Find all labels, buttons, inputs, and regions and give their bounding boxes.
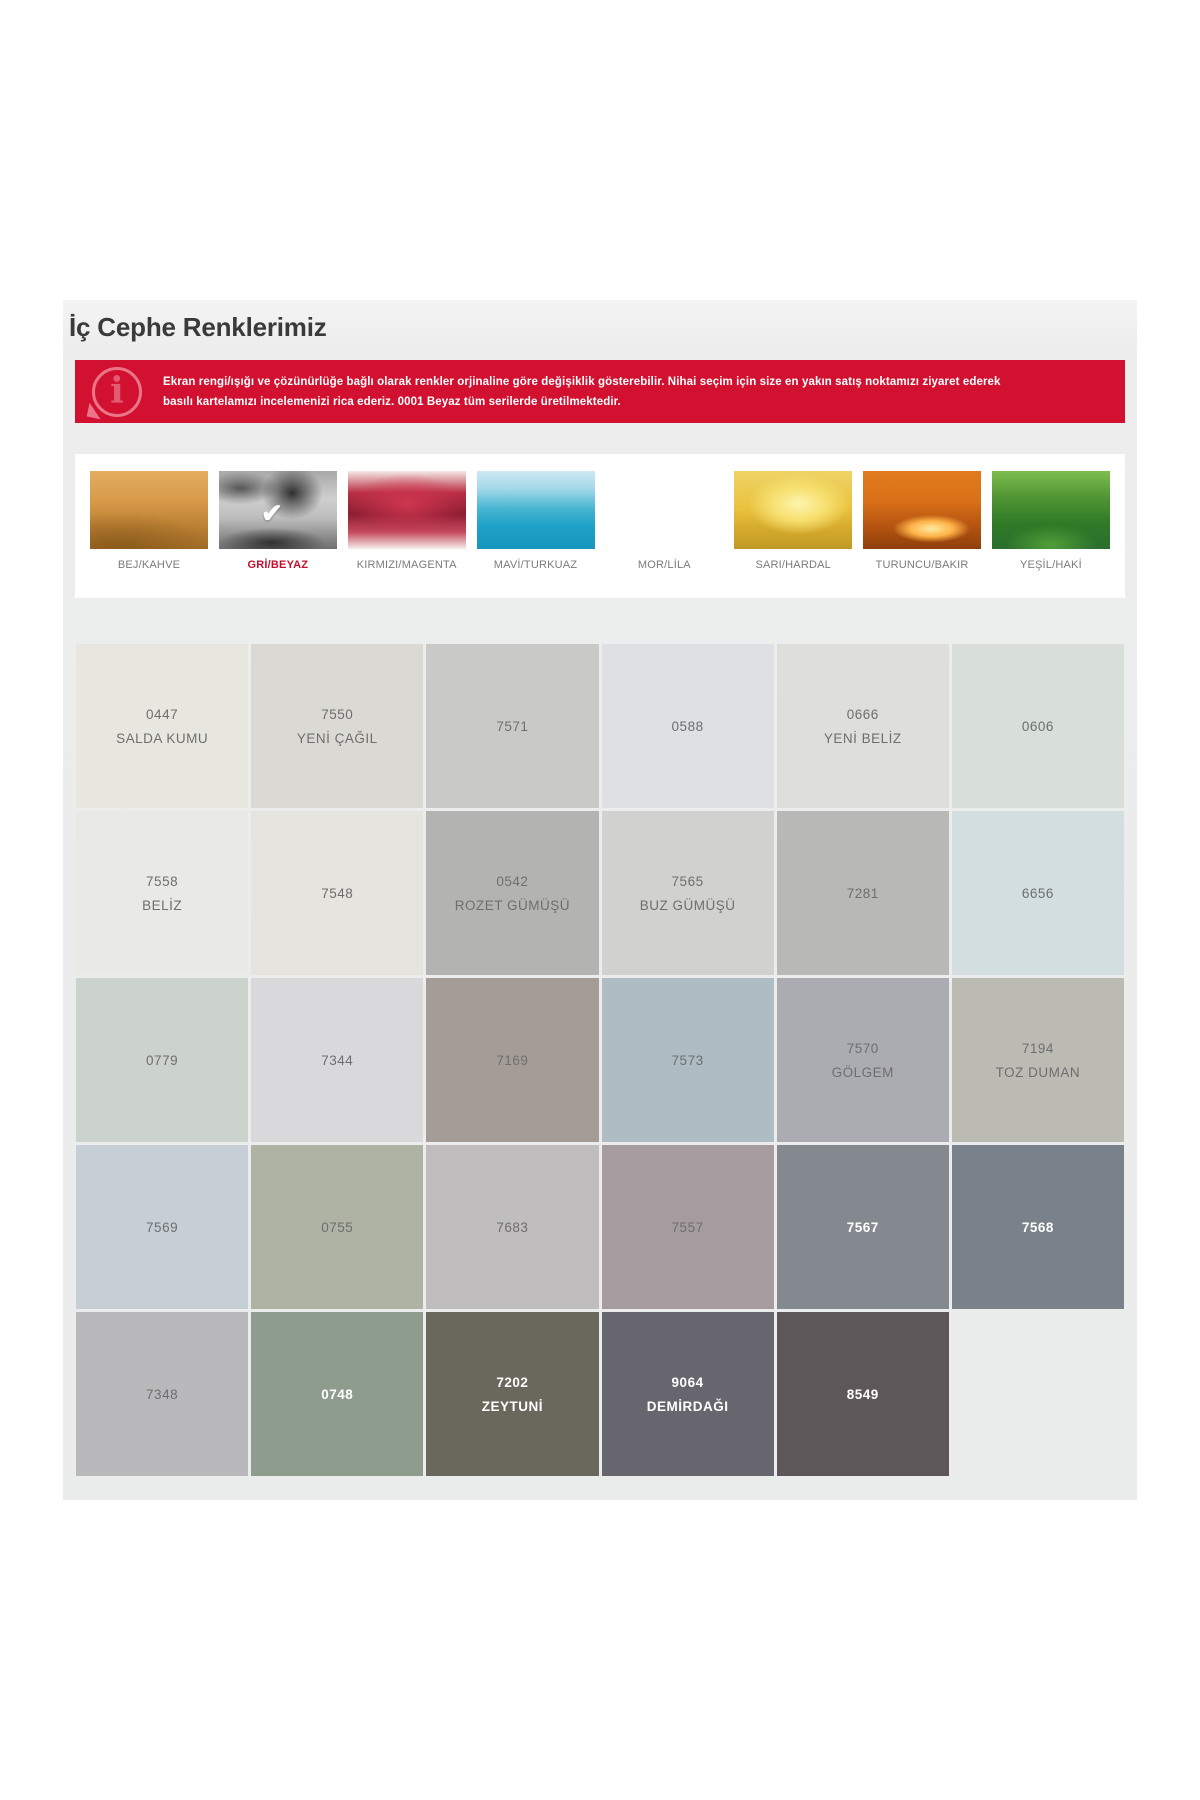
swatch-code: 7348 <box>146 1386 179 1402</box>
swatch-code: 7558 <box>146 873 179 889</box>
swatch-code: 6656 <box>1021 885 1054 901</box>
color-swatch-7169[interactable] <box>426 978 598 1142</box>
swatch-name: TOZ DUMAN <box>995 1064 1081 1080</box>
tab-bej-kahve[interactable] <box>89 471 209 571</box>
color-swatch-8549[interactable] <box>777 1312 949 1476</box>
swatch-code: 7557 <box>671 1219 704 1235</box>
color-swatch-7567[interactable] <box>777 1145 949 1309</box>
info-icon <box>91 366 143 418</box>
swatch-code: 7169 <box>496 1052 529 1068</box>
category-tabs <box>75 454 1125 571</box>
swatch-code: 0779 <box>146 1052 179 1068</box>
page-title: İç Cephe Renklerimiz <box>69 312 327 342</box>
color-swatch-7571[interactable] <box>426 644 598 808</box>
tab-label: GRİ/BEYAZ <box>247 559 309 571</box>
notice-text: Ekran rengi/ışığı ve çözünürlüğe bağlı olarak renkler orjinaline göre değişiklik gösterebilir. Nihai seçim için size en yakın satış noktamızı ziyaret ederek basılı kartelamızı incelemenizi rica ederiz. 0001 Beyaz tüm serilerde üretilmektedir. <box>163 375 1001 408</box>
swatch-code: 0588 <box>671 718 704 734</box>
color-swatch-7194[interactable] <box>952 978 1124 1142</box>
color-swatch-7569[interactable] <box>76 1145 248 1309</box>
color-swatch-6656[interactable] <box>952 811 1124 975</box>
stacked-stones-photo <box>219 471 337 549</box>
color-swatch-0755[interactable] <box>251 1145 423 1309</box>
swatch-name: BUZ GÜMÜŞÜ <box>639 897 736 913</box>
tab-mavi-turkuaz[interactable] <box>476 471 596 571</box>
color-swatch-0748[interactable] <box>251 1312 423 1476</box>
swatch-code: 7202 <box>496 1374 529 1390</box>
swatch-code: 7194 <box>1021 1040 1054 1056</box>
swatch-name: BELİZ <box>142 897 183 913</box>
swatch-code: 7548 <box>321 885 354 901</box>
tab-label: TURUNCU/BAKIR <box>875 559 969 571</box>
color-swatch-7565[interactable] <box>602 811 774 975</box>
info-icon-glyph: i <box>110 369 124 412</box>
swatch-code: 0447 <box>146 706 179 722</box>
orange-sunset-photo <box>863 471 981 549</box>
tab-sari-hardal[interactable] <box>733 471 853 571</box>
tab-kirmizi-magenta[interactable] <box>347 471 467 571</box>
tab-mor-li-la[interactable] <box>604 471 724 571</box>
tab-gri-beyaz[interactable] <box>218 471 338 571</box>
golden-field-photo <box>734 471 852 549</box>
swatch-code: 9064 <box>671 1374 704 1390</box>
color-swatch-7550[interactable] <box>251 644 423 808</box>
color-swatch-0447[interactable] <box>76 644 248 808</box>
swatch-code: 7569 <box>146 1219 179 1235</box>
color-swatch-7683[interactable] <box>426 1145 598 1309</box>
desert-camels-photo <box>90 471 208 549</box>
swatch-code: 7565 <box>671 873 704 889</box>
swatch-code: 7281 <box>846 885 879 901</box>
swatch-name: ZEYTUNİ <box>481 1398 544 1414</box>
color-swatch-7570[interactable] <box>777 978 949 1142</box>
swatch-code: 7550 <box>321 706 354 722</box>
swatch-name: ROZET GÜMÜŞÜ <box>454 897 571 913</box>
color-swatch-9064[interactable] <box>602 1312 774 1476</box>
color-swatch-7573[interactable] <box>602 978 774 1142</box>
swatch-code: 8549 <box>846 1386 879 1402</box>
swatch-code: 0755 <box>321 1219 354 1235</box>
swatch-code: 0666 <box>846 706 879 722</box>
color-swatch-0666[interactable] <box>777 644 949 808</box>
content-panel <box>63 300 1137 1500</box>
color-swatch-0779[interactable] <box>76 978 248 1142</box>
tab-label: MOR/LİLA <box>637 559 691 571</box>
purple-sky-photo <box>605 471 723 549</box>
tab-label: KIRMIZI/MAGENTA <box>356 559 457 571</box>
swatch-code: 7568 <box>1021 1219 1054 1235</box>
swatch-code: 7570 <box>846 1040 879 1056</box>
swatch-code: 0606 <box>1021 718 1054 734</box>
color-swatch-0606[interactable] <box>952 644 1124 808</box>
swatch-code: 0542 <box>496 873 529 889</box>
empty-cell <box>952 1312 1124 1476</box>
color-swatch-7557[interactable] <box>602 1145 774 1309</box>
color-swatch-7344[interactable] <box>251 978 423 1142</box>
color-swatch-7281[interactable] <box>777 811 949 975</box>
tab-label: MAVİ/TURKUAZ <box>493 559 578 571</box>
check-icon: ✔ <box>260 497 283 528</box>
tab-label: YEŞİL/HAKİ <box>1019 559 1082 571</box>
green-forest-photo <box>992 471 1110 549</box>
turquoise-sea-photo <box>477 471 595 549</box>
tab-label: BEJ/KAHVE <box>117 559 181 571</box>
notice-banner <box>75 360 1125 423</box>
color-swatch-7568[interactable] <box>952 1145 1124 1309</box>
tab-turuncu-bakir[interactable] <box>862 471 982 571</box>
color-swatch-7558[interactable] <box>76 811 248 975</box>
tab-label: SARI/HARDAL <box>755 559 831 571</box>
red-trees-photo <box>348 471 466 549</box>
tab-yeşi-l-haki-[interactable] <box>991 471 1111 571</box>
swatch-name: YENİ ÇAĞIL <box>296 730 378 746</box>
swatch-code: 7683 <box>496 1219 529 1235</box>
category-card <box>75 454 1125 598</box>
swatch-name: YENİ BELİZ <box>823 730 902 746</box>
swatch-name: GÖLGEM <box>831 1064 894 1080</box>
color-swatch-0542[interactable] <box>426 811 598 975</box>
color-swatch-7548[interactable] <box>251 811 423 975</box>
swatch-code: 7573 <box>671 1052 704 1068</box>
color-grid <box>76 644 1124 1476</box>
swatch-code: 7344 <box>321 1052 354 1068</box>
color-swatch-7348[interactable] <box>76 1312 248 1476</box>
swatch-name: SALDA KUMU <box>116 730 209 746</box>
swatch-name: DEMİRDAĞI <box>646 1398 729 1414</box>
swatch-code: 0748 <box>321 1386 354 1402</box>
color-swatch-0588[interactable] <box>602 644 774 808</box>
swatch-code: 7567 <box>846 1219 879 1235</box>
color-swatch-7202[interactable] <box>426 1312 598 1476</box>
swatch-code: 7571 <box>496 718 529 734</box>
